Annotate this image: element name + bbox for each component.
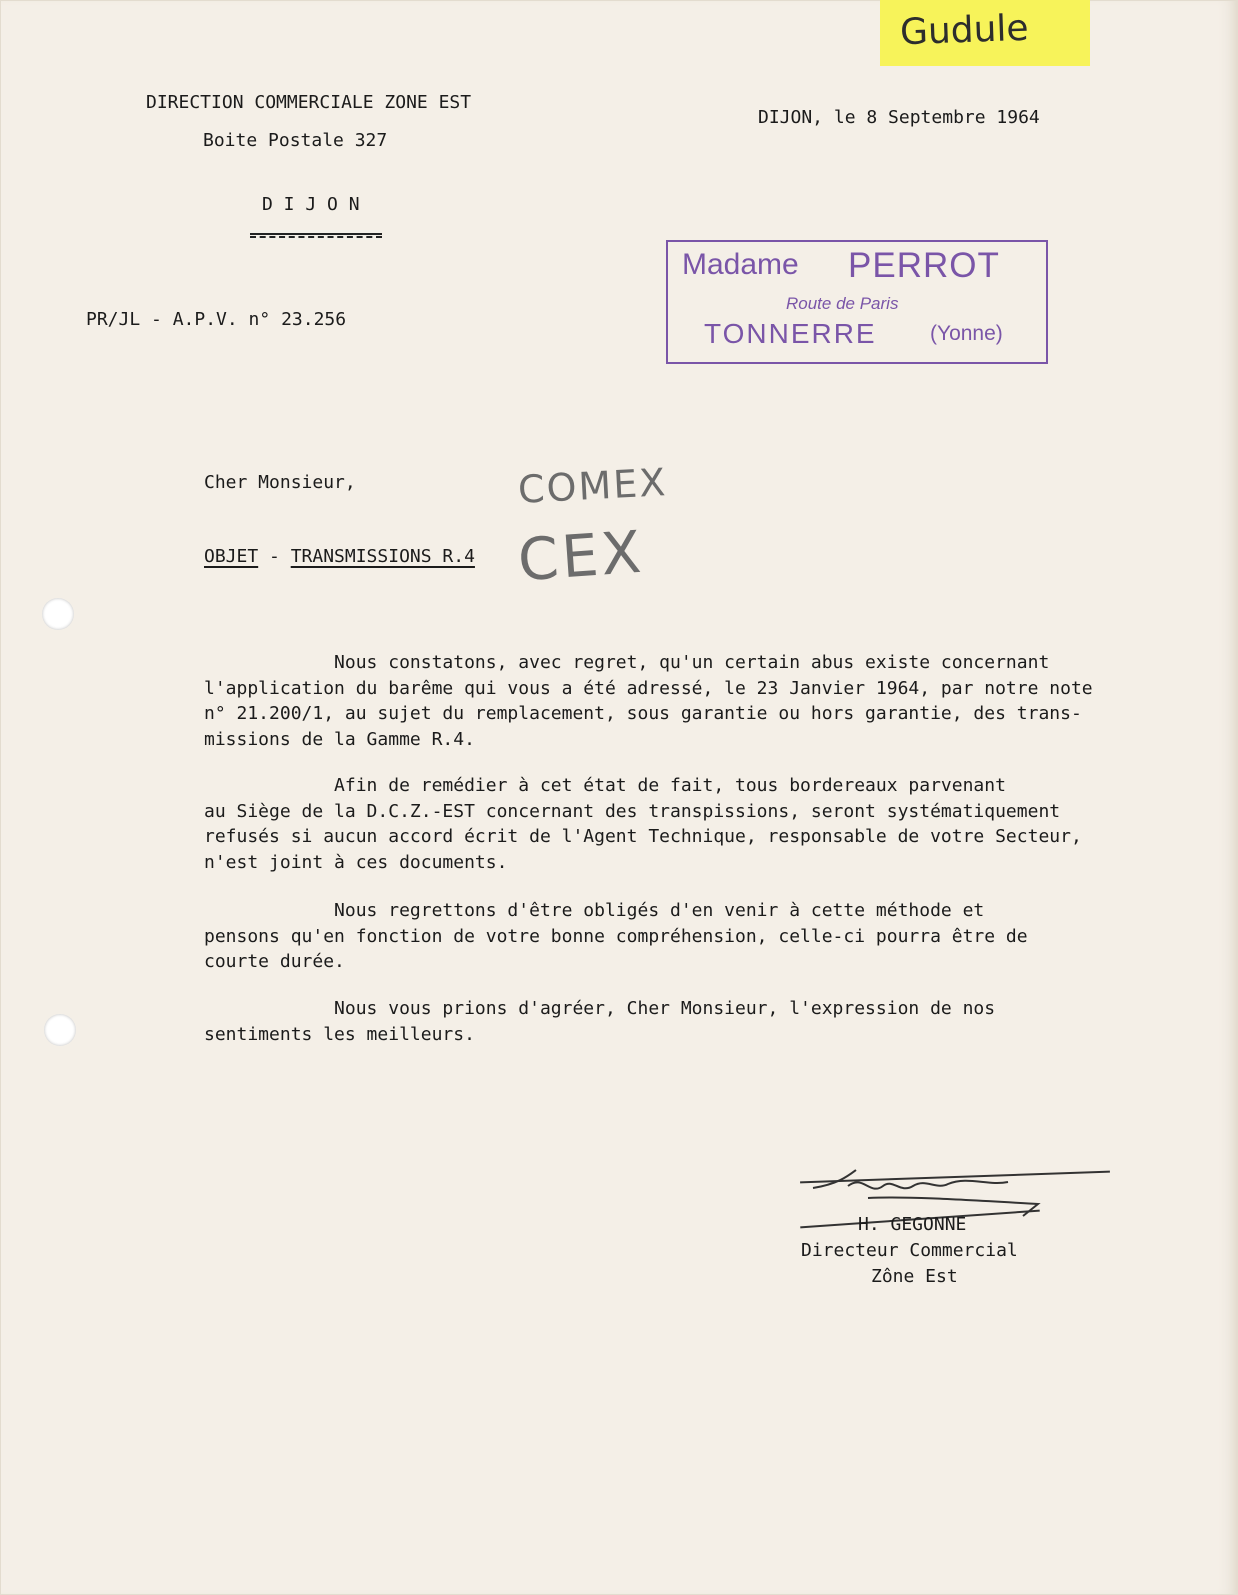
signatory-name: H. GEGONNE — [858, 1214, 967, 1235]
stamp-name: PERROT — [848, 246, 1000, 285]
body-line: n'est joint à ces documents. — [204, 851, 508, 873]
body-line: Nous regrettons d'être obligés d'en venir à cette méthode et — [204, 900, 985, 921]
sender-city: D I J O N — [262, 194, 360, 215]
punch-hole-bottom — [44, 1014, 76, 1046]
subject-title: TRANSMISSIONS R.4 — [290, 546, 475, 567]
sender-line-1: DIRECTION COMMERCIALE ZONE EST — [146, 92, 472, 113]
reference-number: PR/JL - A.P.V. n° 23.256 — [86, 309, 347, 330]
signatory-zone: Zône Est — [871, 1266, 958, 1287]
body-line: Nous vous prions d'agréer, Cher Monsieur, l'expression de nos — [204, 998, 996, 1019]
body-line: courte durée. — [204, 951, 345, 972]
body-line: n° 21.200/1, au sujet du remplacement, sous garantie ou hors garantie, des trans- — [204, 703, 1082, 724]
pencil-note-comex: COMEX — [516, 460, 669, 512]
body-line: pensons qu'en fonction de votre bonne compréhension, celle-ci pourra être de — [204, 925, 1028, 947]
body-line: refusés si aucun accord écrit de l'Agent Technique, responsable de votre Secteur, — [204, 826, 1082, 847]
body-line: Afin de remédier à cet état de fait, tous bordereaux parvenant — [204, 775, 1006, 796]
body-paragraph-2 — [204, 773, 1204, 875]
stamp-town: TONNERRE — [704, 318, 877, 349]
subject-label: OBJET — [204, 546, 259, 567]
salutation: Cher Monsieur, — [204, 472, 356, 493]
subject-line — [204, 546, 475, 567]
sticky-note-text: Gudule — [899, 7, 1030, 54]
sender-line-2: Boite Postale 327 — [203, 130, 388, 151]
signatory-title: Directeur Commercial — [801, 1240, 1018, 1261]
body-paragraph-4 — [204, 996, 1204, 1047]
body-line: sentiments les meilleurs. — [204, 1023, 475, 1045]
letter-date: DIJON, le 8 Septembre 1964 — [758, 107, 1040, 128]
body-line: missions de la Gamme R.4. — [204, 728, 475, 750]
body-line: Nous constatons, avec regret, qu'un certain abus existe concernant — [204, 652, 1050, 673]
recipient-stamp — [666, 240, 1048, 364]
pencil-note-cex: CEX — [515, 517, 647, 595]
subject-separator: - — [258, 546, 291, 567]
body-line: au Siège de la D.C.Z.-EST concernant des transpissions, seront systématiquement — [204, 800, 1061, 822]
stamp-name-prefix: Madame — [682, 248, 799, 281]
stamp-department: (Yonne) — [930, 322, 1003, 345]
city-underline — [250, 233, 382, 238]
stamp-street: Route de Paris — [786, 294, 899, 313]
punch-hole-top — [42, 598, 74, 630]
body-paragraph-1 — [204, 650, 1204, 752]
body-line: l'application du barême qui vous a été adressé, le 23 Janvier 1964, par notre note — [204, 677, 1093, 699]
body-paragraph-3 — [204, 898, 1204, 975]
